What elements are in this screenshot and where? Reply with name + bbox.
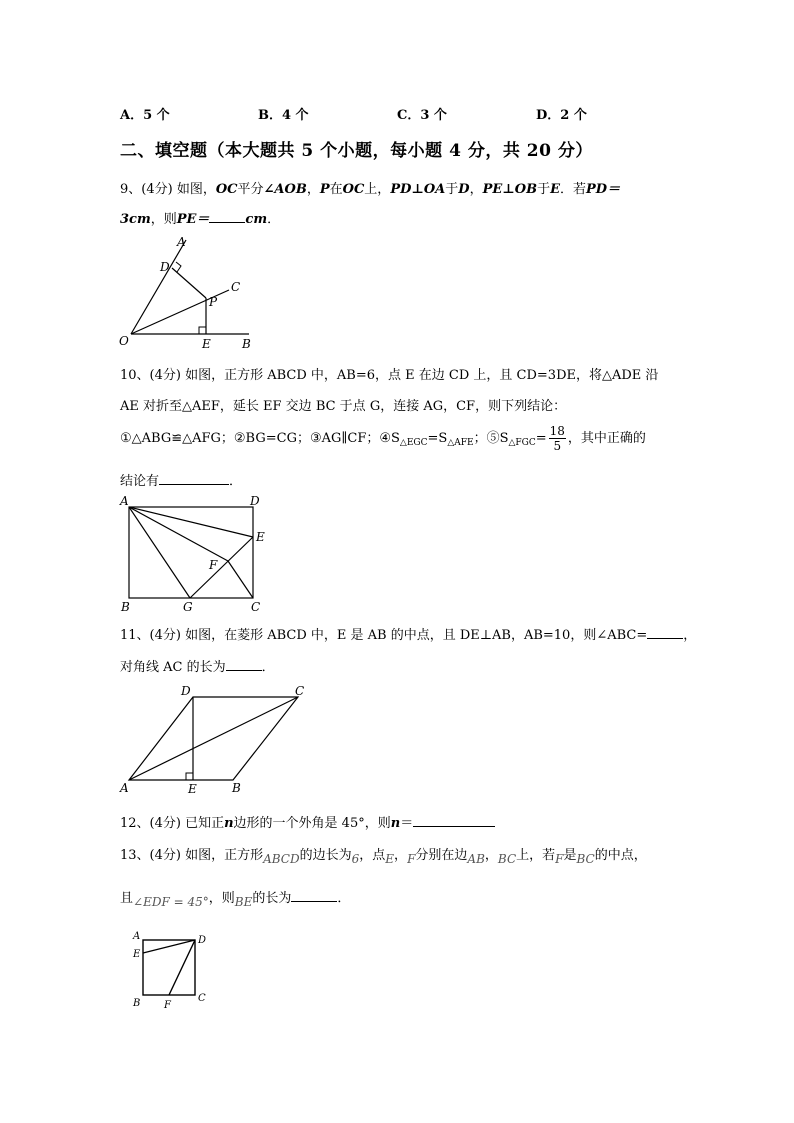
q10-label-b: B bbox=[121, 600, 130, 614]
q10-label-f: F bbox=[209, 558, 218, 572]
q9-label-b: B bbox=[242, 337, 251, 351]
q13-bc2: BC bbox=[576, 852, 595, 866]
q13-label-e: E bbox=[133, 949, 141, 960]
q13-label-b: B bbox=[133, 998, 141, 1009]
option-b: B．4 个 bbox=[258, 108, 309, 123]
q10-c2-sub: △AFE bbox=[447, 438, 474, 448]
q9-pd: PD⊥OA bbox=[390, 182, 446, 197]
q13-l2b: ，则 bbox=[208, 891, 235, 906]
q12-c: ＝ bbox=[400, 816, 414, 831]
option-a: A．5 个 bbox=[120, 108, 170, 123]
q13-i: 的中点， bbox=[594, 848, 647, 863]
q10-conclusion-label: 结论有 bbox=[120, 474, 160, 489]
q9-pe: PE⊥OB bbox=[482, 182, 538, 197]
q13-l2a: 且 bbox=[120, 891, 134, 906]
q11-label-d: D bbox=[181, 684, 191, 698]
q11-label-e: E bbox=[188, 782, 197, 796]
q9-comma2: ， bbox=[469, 182, 483, 197]
q13-bc: BC bbox=[497, 852, 517, 866]
q9-d: D bbox=[458, 182, 470, 197]
option-c: C．3 个 bbox=[397, 108, 447, 123]
q13-label-c: C bbox=[198, 993, 206, 1004]
q13-g: 上，若 bbox=[516, 848, 556, 863]
q9-t2: 在 bbox=[329, 182, 343, 197]
q9-then: ，则 bbox=[150, 212, 177, 227]
q11-label-b: B bbox=[232, 781, 241, 795]
q9-t6: ．若 bbox=[560, 182, 587, 197]
q13-label-f: F bbox=[164, 1000, 171, 1011]
q13-be: BE bbox=[234, 895, 253, 909]
q10-c1-sub: △EGC bbox=[399, 438, 428, 448]
q10-label-e: E bbox=[256, 530, 265, 544]
q9-label-c: C bbox=[231, 280, 241, 294]
q9-prefix: 9、(4分) 如图， bbox=[120, 182, 216, 197]
q11-text: 11、(4分) 如图，在菱形 ABCD 中，E 是 AB 的中点，且 DE⊥AB，AB=10，则∠ABC= bbox=[120, 628, 648, 643]
q13-period: ． bbox=[337, 891, 351, 906]
q13-label-d: D bbox=[198, 935, 207, 946]
q11-comma: ， bbox=[683, 628, 697, 643]
q9-label-a: A bbox=[177, 235, 186, 249]
q11-label-c: C bbox=[295, 684, 305, 698]
q13-c: ，点 bbox=[359, 848, 386, 863]
q9-aob: ∠AOB bbox=[263, 182, 307, 197]
q9-comma1: ， bbox=[306, 182, 320, 197]
q10-c3-sub: △FGC bbox=[508, 438, 536, 448]
q11-period: ． bbox=[261, 660, 275, 675]
section-title: 二、填空题（本大题共 5 个小题，每小题 4 分，共 20 分） bbox=[120, 141, 593, 161]
q13-label-a: A bbox=[133, 931, 141, 942]
q10-c2: =S bbox=[427, 431, 448, 446]
option-d: D．2 个 bbox=[536, 108, 587, 123]
q9-label-o: O bbox=[119, 334, 129, 348]
q10-c3: ；⑤S bbox=[473, 431, 509, 446]
q12-n2: n bbox=[390, 816, 401, 831]
q13-l2c: 的长为 bbox=[252, 891, 292, 906]
q13-f: F bbox=[407, 852, 416, 866]
q9-3cm: 3cm bbox=[120, 212, 151, 227]
q9-p: P bbox=[319, 182, 330, 197]
q9-oc2: OC bbox=[342, 182, 365, 197]
q13-angle: ∠EDF = 45° bbox=[133, 895, 209, 909]
q13-f2: ， bbox=[484, 848, 498, 863]
q9-oc: OC bbox=[215, 182, 238, 197]
q13-seg-de bbox=[143, 940, 195, 953]
q9-period: ． bbox=[267, 212, 281, 227]
q11-diag-text: 对角线 AC 的长为 bbox=[120, 660, 226, 675]
q13-a: 13、(4分) 如图，正方形 bbox=[120, 848, 264, 863]
q13-b: 的边长为 bbox=[299, 848, 352, 863]
q13-square bbox=[143, 940, 195, 995]
q9-label-p: P bbox=[209, 295, 218, 309]
q9-label-d: D bbox=[160, 260, 170, 274]
q10-frac-den: 5 bbox=[553, 439, 562, 453]
q10-line1: 10、(4分) 如图，正方形 ABCD 中，AB=6，点 E 在边 CD 上，且 CD=3DE，将△ADE 沿 bbox=[120, 368, 659, 383]
q12-n: n bbox=[224, 816, 234, 831]
q13-seg-df bbox=[169, 940, 195, 995]
q9-pe-eq: PE＝ bbox=[176, 212, 210, 227]
q12-a: 12、(4分) 已知正 bbox=[120, 816, 225, 831]
q10-label-a: A bbox=[120, 494, 129, 508]
q11-label-a: A bbox=[120, 781, 129, 795]
q10-period: ． bbox=[229, 474, 243, 489]
q10-line2: AE 对折至△AEF，延长 EF 交边 BC 于点 G，连接 AG，CF，则下列结论： bbox=[120, 399, 567, 414]
q9-t5: 于 bbox=[537, 182, 551, 197]
q10-label-c: C bbox=[251, 600, 261, 614]
q9-pdeq: PD＝ bbox=[586, 182, 621, 197]
q10-label-d: D bbox=[250, 494, 260, 508]
q9-unit: cm bbox=[245, 212, 268, 227]
q13-e2: 分别在边 bbox=[415, 848, 468, 863]
q9-t1: 平分 bbox=[237, 182, 264, 197]
q9-t4: 于 bbox=[445, 182, 459, 197]
q10-frac-num: 18 bbox=[549, 424, 565, 438]
q13-abcd: ABCD bbox=[263, 852, 300, 866]
q13-h: 是 bbox=[563, 848, 577, 863]
q10-label-g: G bbox=[183, 600, 193, 614]
q13-d: ， bbox=[394, 848, 408, 863]
q10-c5: ，其中正确的 bbox=[567, 431, 646, 446]
q13-f3: F bbox=[555, 852, 564, 866]
q13-six: 6 bbox=[351, 852, 360, 866]
q9-t3: 上， bbox=[364, 182, 391, 197]
q10-c1: ①△ABG≌△AFG；②BG=CG；③AG∥CF；④S bbox=[120, 431, 400, 446]
q9-e: E bbox=[550, 182, 560, 197]
q12-b: 边形的一个外角是 45°，则 bbox=[233, 816, 391, 831]
q13-e: E bbox=[385, 852, 395, 866]
q10-c4: = bbox=[535, 431, 547, 446]
q9-label-e: E bbox=[202, 337, 211, 351]
q13-ab: AB bbox=[467, 852, 485, 866]
